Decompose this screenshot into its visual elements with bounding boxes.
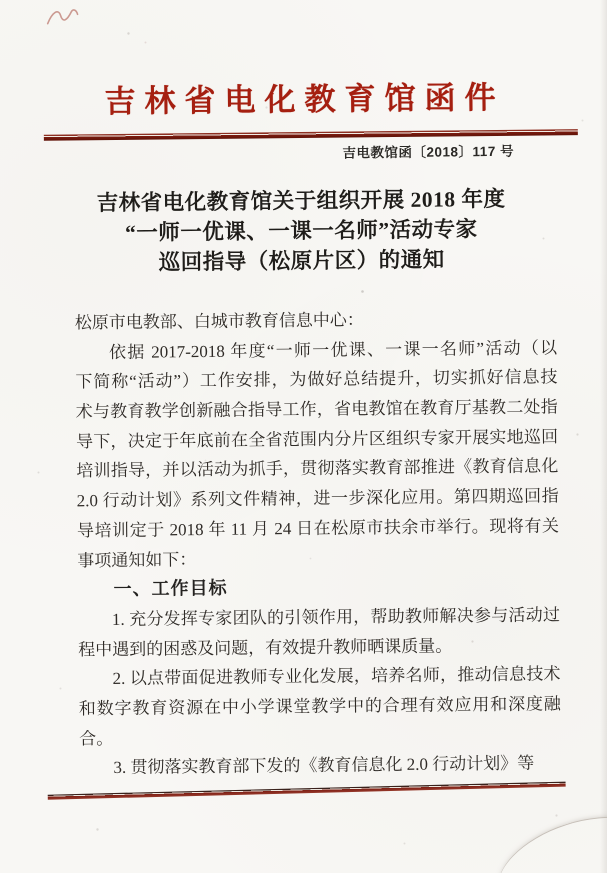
body-line: 事项通知如下： [77, 549, 197, 570]
document-title-line: 巡回指导（松原片区）的通知 [158, 247, 445, 275]
body-line: 导下，决定于年底前在全省范围内分片区组织专家开展实地巡回 [75, 427, 559, 452]
document-body [75, 303, 562, 783]
document-title-line: “一师一优课、一课一名师”活动专家 [124, 217, 478, 245]
letterhead-org-name: 吉林省电化教育馆函件 [104, 79, 505, 120]
body-line: 2. 以点带面促进教师专业化发展，培养名师，推动信息技术 [112, 664, 561, 689]
pen-mark-icon [45, 6, 79, 30]
document-title [37, 183, 565, 279]
body-line: 和数字教育资源在中小学课堂教学中的合理有效应用和深度融 [78, 694, 561, 719]
salutation-line: 松原市电教部、白城市教育信息中心： [74, 310, 364, 333]
document-title-line: 吉林省电化教育馆关于组织开展 2018 年度 [96, 186, 506, 216]
body-line: 下简称“活动”）工作安排，为做好总结提升，切实抓好信息技 [75, 367, 558, 392]
body-line: 依据 2017-2018 年度“一师一优课、一课一名师”活动（以 [109, 338, 558, 362]
body-line: 1. 充分发挥专家团队的引领作用，帮助教师解决参与活动过 [111, 605, 560, 629]
footer-divider [48, 782, 566, 800]
body-line: 2.0 行动计划》系列文件精神，进一步深化应用。第四期巡回指 [76, 486, 559, 511]
body-line: 导培训定于 2018 年 11 月 24 日在松原市扶余市举行。现将有关 [76, 516, 560, 541]
body-line: 3. 贯彻落实教育部下发的《教育信息化 2.0 行动计划》等 [113, 753, 535, 778]
document-number: 吉电教馆函〔2018〕117 号 [342, 143, 515, 161]
scan-noise [0, 0, 1, 1]
body-line: 术与教育教学创新融合指导工作，省电教馆在教育厅基教二处指 [75, 397, 558, 422]
body-line: 培训指导，并以活动为抓手，贯彻落实教育部推进《教育信息化 [76, 456, 559, 481]
body-line: 程中遇到的困惑及问题，有效提升教师晒课质量。 [78, 636, 453, 659]
section-heading: 一、工作目标 [113, 577, 228, 600]
body-line: 合。 [79, 728, 114, 748]
